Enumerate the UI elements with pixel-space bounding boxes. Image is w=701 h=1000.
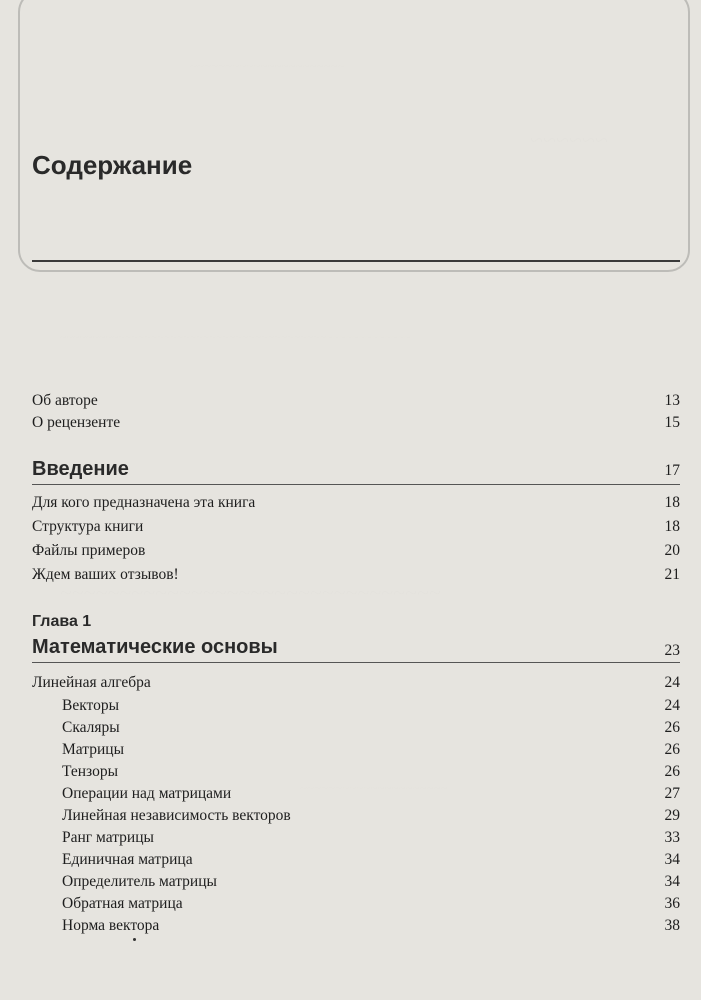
toc-subentry[interactable] [32, 851, 680, 871]
entry-page: 23 [664, 642, 680, 659]
entry-page: 13 [664, 392, 680, 409]
toc-subentry[interactable] [32, 763, 680, 783]
toc-entry[interactable] [32, 542, 680, 562]
entry-page: 20 [664, 542, 680, 559]
chapter-page-row [32, 642, 680, 662]
entry-page: 33 [664, 829, 680, 846]
entry-page: 24 [664, 674, 680, 691]
entry-title: Обратная матрица [62, 895, 183, 912]
chapter-number: Глава 1 [32, 613, 92, 630]
title-divider [32, 260, 680, 262]
toc-subentry[interactable] [32, 895, 680, 915]
toc-subentry[interactable] [32, 785, 680, 805]
entry-page: 26 [664, 763, 680, 780]
entry-page: 36 [664, 895, 680, 912]
entry-title: Ждем ваших отзывов! [32, 566, 179, 583]
entry-title: Структура книги [32, 518, 144, 535]
entry-title: Норма вектора [62, 917, 160, 934]
entry-page: 34 [664, 851, 680, 868]
entry-title: Файлы примеров [32, 542, 146, 559]
toc-subentry[interactable] [32, 697, 680, 717]
chapter-title: Математические основы [32, 636, 278, 658]
entry-page: 26 [664, 719, 680, 736]
entry-title: Об авторе [32, 392, 98, 409]
entry-title: Единичная матрица [62, 851, 193, 868]
toc-entry[interactable] [32, 518, 680, 538]
toc-subentry[interactable] [32, 719, 680, 739]
entry-page: 27 [664, 785, 680, 802]
entry-page: 24 [664, 697, 680, 714]
entry-title: Операции над матрицами [62, 785, 232, 802]
entry-page: 21 [664, 566, 680, 583]
entry-page: 17 [664, 462, 680, 479]
print-speck [133, 938, 136, 941]
toc-subentry[interactable] [32, 917, 680, 937]
toc-entry[interactable] [32, 566, 680, 586]
entry-title: Тензоры [62, 763, 118, 780]
introduction-heading: Введение [32, 458, 129, 480]
chapter-divider [32, 662, 680, 663]
toc-subentry[interactable] [32, 829, 680, 849]
toc-entry[interactable] [32, 392, 680, 412]
toc-subentry[interactable] [32, 807, 680, 827]
toc-entry[interactable] [32, 674, 680, 694]
entry-title: Для кого предназначена эта книга [32, 494, 256, 511]
entry-page: 18 [664, 494, 680, 511]
entry-title: Ранг матрицы [62, 829, 154, 846]
entry-title: Векторы [62, 697, 120, 714]
entry-page: 29 [664, 807, 680, 824]
page-title: Содержание [32, 150, 193, 180]
entry-title: Определитель матрицы [62, 873, 217, 890]
introduction-divider [32, 484, 680, 485]
entry-title: Линейная алгебра [32, 674, 151, 691]
entry-title: Линейная независимость векторов [62, 807, 291, 824]
toc-subentry[interactable] [32, 741, 680, 761]
entry-title: Скаляры [62, 719, 120, 736]
toc-subentry[interactable] [32, 873, 680, 893]
entry-title: Матрицы [62, 741, 124, 758]
entry-page: 15 [664, 414, 680, 431]
introduction-page-row [32, 462, 680, 482]
toc-entry[interactable] [32, 414, 680, 434]
entry-page: 18 [664, 518, 680, 535]
bleed-through-frame [18, 0, 690, 272]
entry-title: О рецензенте [32, 414, 121, 431]
toc-entry[interactable] [32, 494, 680, 514]
entry-page: 34 [664, 873, 680, 890]
entry-page: 38 [664, 917, 680, 934]
entry-page: 26 [664, 741, 680, 758]
